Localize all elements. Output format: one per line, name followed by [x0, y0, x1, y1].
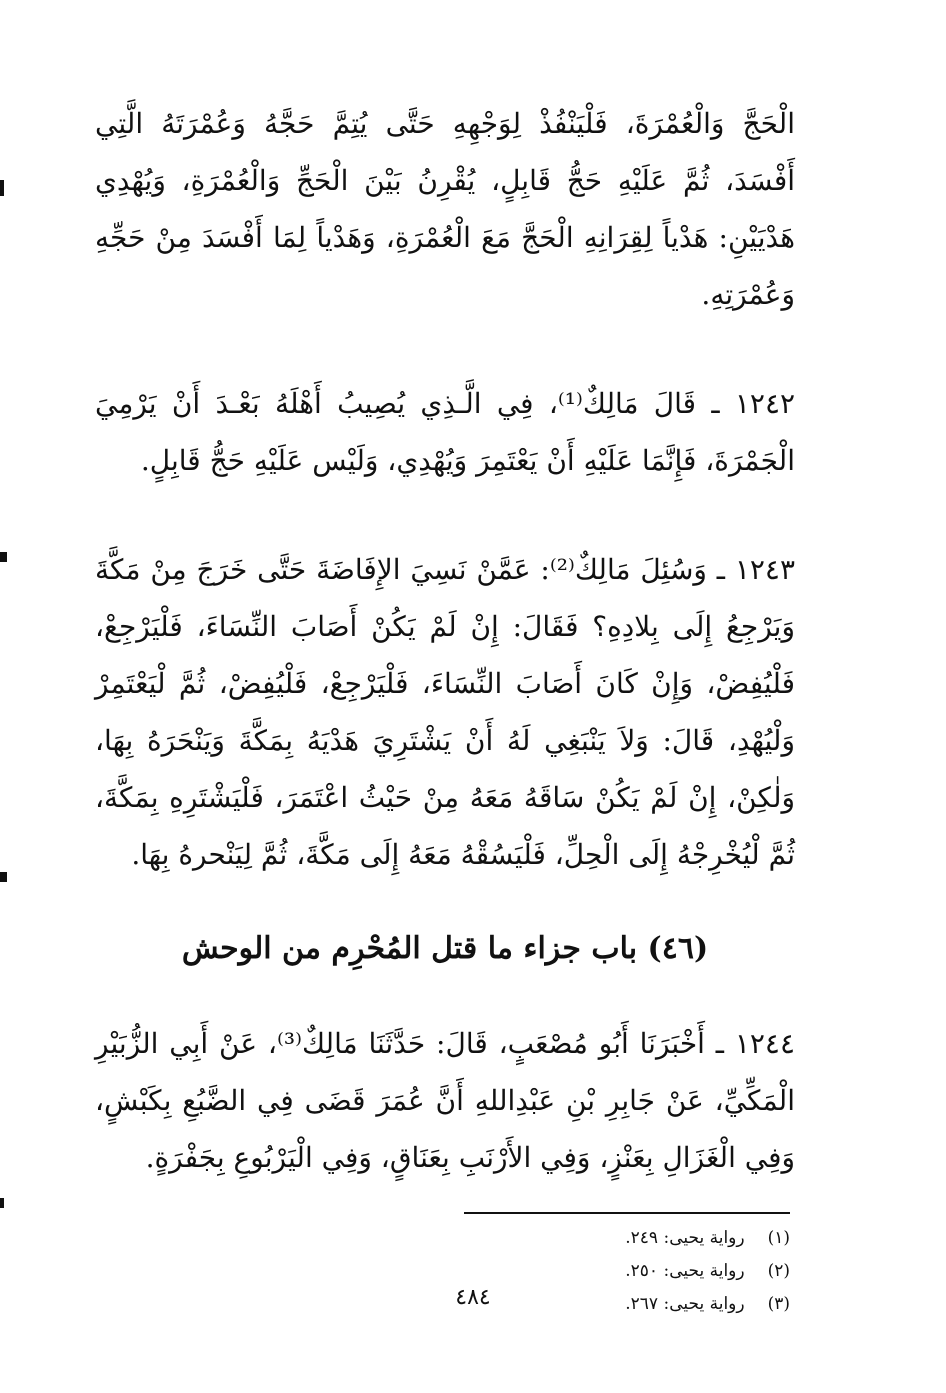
footnote-text: رواية يحيى: ٢٥٠. [625, 1261, 745, 1281]
scan-edge-mark [0, 1198, 4, 1208]
footnote-number: (٢) [767, 1261, 790, 1281]
chapter-heading: (٤٦) باب جزاء ما قتل المُحْرِم من الوحش [181, 931, 709, 966]
footnote-item [95, 1222, 790, 1255]
footnote-number: (١) [767, 1228, 790, 1248]
footnote-divider [464, 1212, 790, 1214]
scan-edge-mark [0, 872, 7, 882]
footnote-text: رواية يحيى: ٢٦٧. [625, 1294, 745, 1314]
footnote-text: رواية يحيى: ٢٤٩. [625, 1228, 745, 1248]
footnote-number: (٣) [767, 1294, 790, 1314]
paragraph-continuation: الْحَجَّ وَالْعُمْرَةَ، فَلْيَنْفُذْ لِوَجْهِهِ حَتَّى يُتِمَّ حَجَّهُ وَعُمْرَتَهُ الَّتِي أَفْسَدَ، ثُمَّ عَلَيْهِ حَجُّ قَابِلٍ، يُقْرِنُ بَيْنَ الْحَجِّ وَالْعُمْرَةِ، وَيُهْدِي هَدْيَيْنِ: هَدْياً لِقِرَانِهِ الْحَجَّ مَعَ الْعُمْرَةِ، وَهَدْياً لِمَا أَفْسَدَ مِنْ حَجِّهِ وَعُمْرَتِهِ. [95, 107, 795, 311]
page-body [95, 95, 795, 1321]
paragraph-1242: ١٢٤٢ ـ قَالَ مَالِكٌ⁽¹⁾، فِي الَّـذِي يُصِيبُ أَهْلَهُ بَعْـدَ أَنْ يَرْمِيَ الْجَمْرَةَ، فَإِنَّمَا عَلَيْهِ أَنْ يَعْتَمِرَ وَيُهْدِي، وَلَيْس عَلَيْهِ حَجُّ قَابِلٍ. [95, 387, 796, 477]
paragraph-1243: ١٢٤٣ ـ وَسُئِلَ مَالِكٌ⁽²⁾: عَمَّنْ نَسِيَ الإِفَاضَةَ حَتَّى خَرَجَ مِنْ مَكَّةَ وَيَرْجِعُ إِلَى بِلادِهِ؟ فَقَالَ: إِنْ لَمْ يَكُنْ أَصَابَ النِّسَاءَ، فَلْيَرْجِعْ، فَلْيُفِضْ، وَإِنْ كَانَ أَصَابَ النِّسَاءَ، فَلْيَرْجِعْ، فَلْيُفِضْ، ثُمَّ لْيَعْتَمِرْ وَلْيُهْدِ، قَالَ: وَلاَ يَنْبَغِي لَهُ أَنْ يَشْتَرِيَ هَدْيَهُ بِمَكَّةَ وَيَنْحَرَهُ بِهَا، وَلٰكِنْ، إِنْ لَمْ يَكُنْ سَاقَهُ مَعَهُ مِنْ حَيْثُ اعْتَمَرَ، فَلْيَشْتَرِهِ بِمَكَّةَ، ثُمَّ لْيُخْرِجْهُ إِلَى الْحِلِّ، فَلْيَسُقْهُ مَعَهُ إِلَى مَكَّةَ، ثُمَّ لِيَنْحرهُ بِهَا. [95, 553, 795, 871]
scan-edge-mark [0, 552, 7, 562]
scan-edge-mark [0, 180, 4, 196]
page-number: ٤٨٤ [455, 1285, 491, 1310]
paragraph-1244: ١٢٤٤ ـ أَخْبَرَنَا أَبُو مُصْعَبٍ، قَالَ: حَدَّثَنَا مَالِكٌ⁽³⁾، عَنْ أَبِي الزُّبَيْرِ الْمَكِّيِّ، عَنْ جَابِرِ بْنِ عَبْدِاللهِ أَنَّ عُمَرَ قَضَى فِي الضَّبُعِ بِكَبْشٍ، وَفِي الْغَزَالِ بِعَنْزٍ، وَفِي الأَرْنَبِ بِعَنَاقٍ، وَفِي الْيَرْبُوعِ بِجَفْرَةٍ. [95, 1027, 795, 1174]
footnote-item [95, 1255, 790, 1288]
